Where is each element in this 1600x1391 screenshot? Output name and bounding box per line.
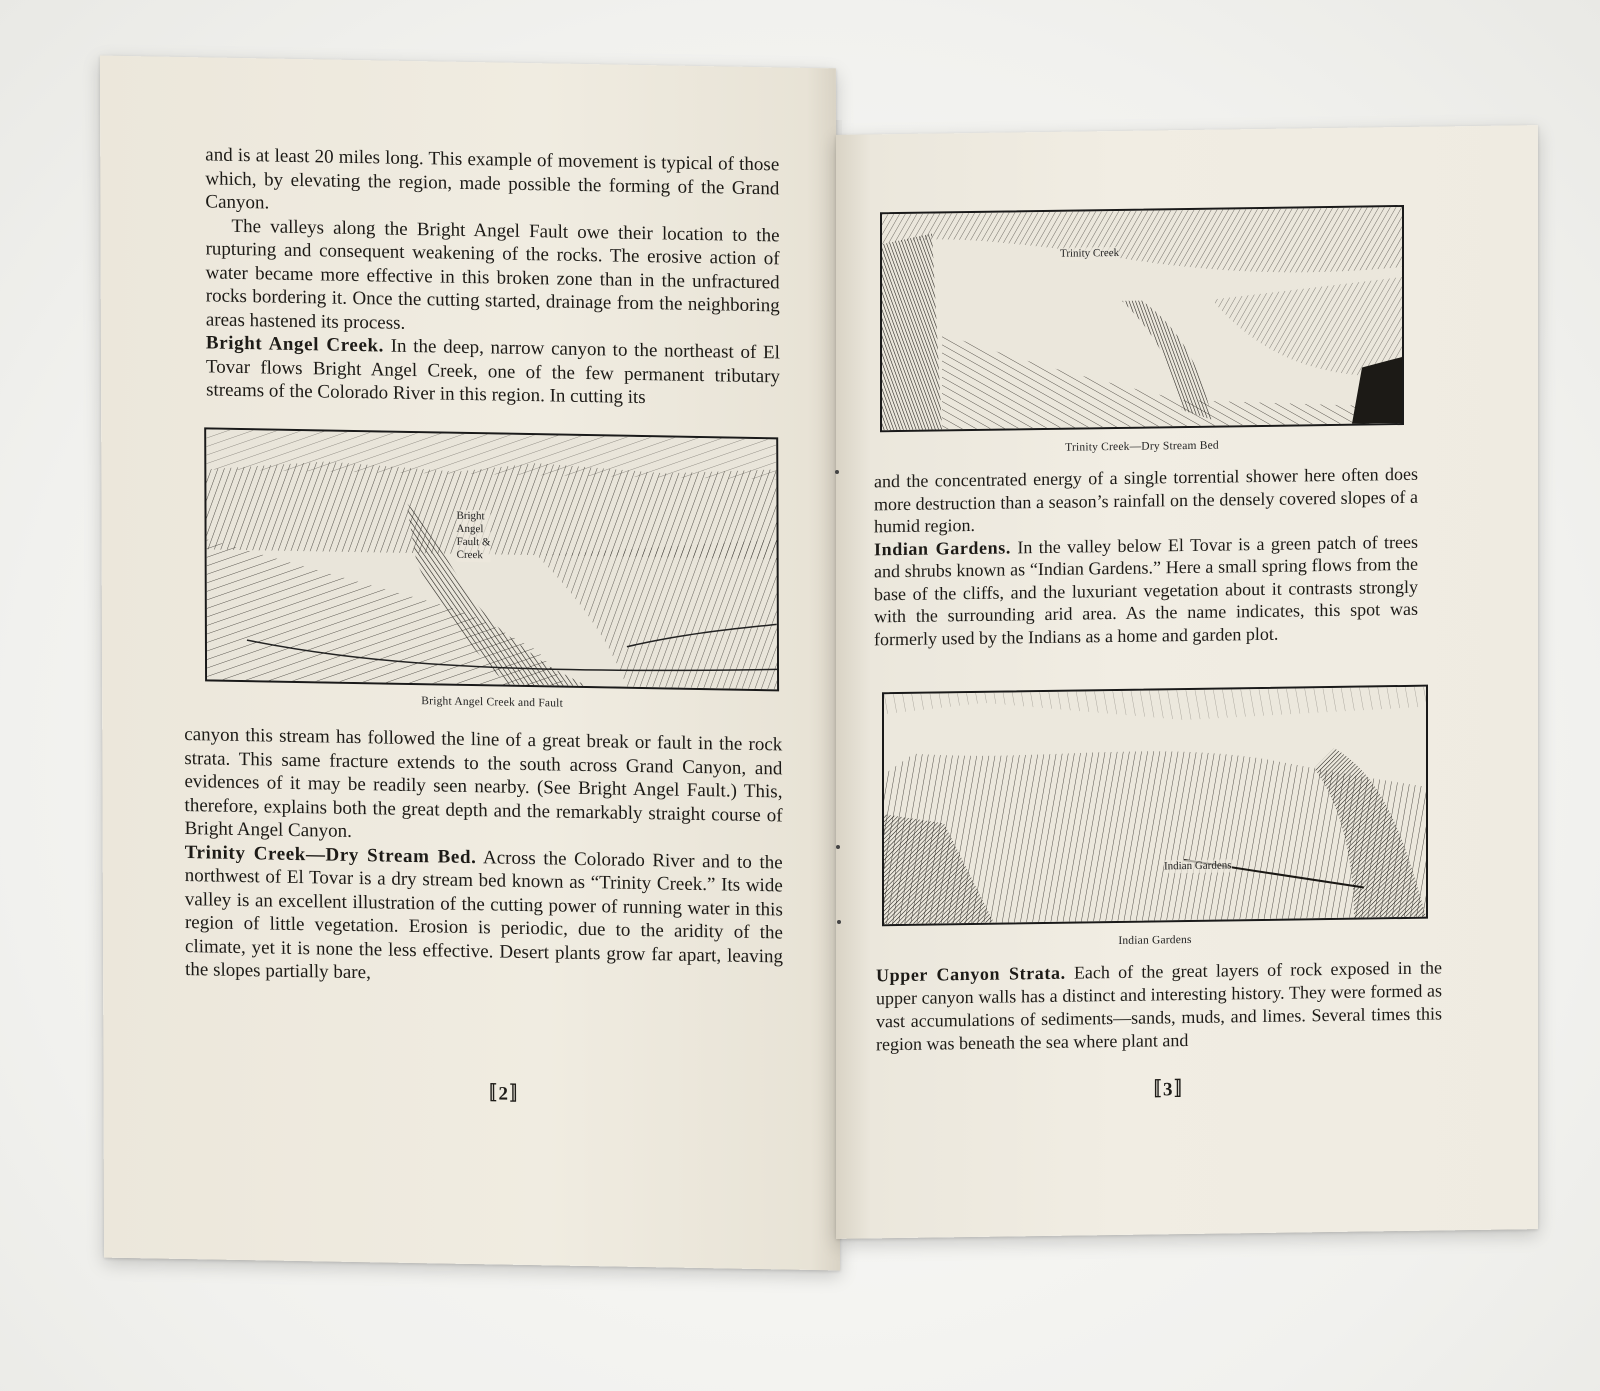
page-number: 〚3〛 bbox=[1142, 1078, 1196, 1101]
section-heading: Indian Gardens. bbox=[874, 536, 1011, 559]
figure-trinity-creek bbox=[880, 205, 1404, 432]
figure-label: Indian Gardens bbox=[1164, 859, 1232, 873]
right-page bbox=[836, 125, 1538, 1239]
binding-stitch bbox=[836, 845, 840, 849]
page-number: 〚2〛 bbox=[477, 1083, 532, 1106]
illustration-frame bbox=[880, 205, 1404, 432]
binding-stitch bbox=[837, 920, 841, 924]
section-text: In the valley below El Tovar is a green patch of trees and shrubs known as “Indian Gardens.” Here a small spring flows from the base of the cliffs, and the luxuriant vegetation about it contrasts strongly with the surrounding arid area. As the name indicates, this spot was formerly used by the Indians as a home and garden plot. bbox=[874, 531, 1419, 649]
right-middle-text bbox=[874, 463, 1418, 651]
illustration-frame bbox=[882, 685, 1428, 927]
section-heading: Trinity Creek—Dry Stream Bed. bbox=[184, 841, 477, 868]
left-page bbox=[100, 56, 840, 1271]
right-bottom-text bbox=[876, 956, 1442, 1056]
paragraph: canyon this stream has followed the line of a great break or fault in the rock strata. This same fracture extends to the south across Grand Canyon, and evidences of it may be readily seen nearby. (See Bright Angel Fault.) This, therefore, explains both the great depth and the remarkably straight course of Bright Angel Canyon. bbox=[184, 724, 783, 842]
section-heading: Upper Canyon Strata. bbox=[876, 962, 1066, 986]
figure-bright-angel bbox=[204, 427, 779, 691]
left-bottom-text bbox=[184, 723, 783, 992]
figure-label: Bright Angel Fault & Creek bbox=[456, 509, 491, 562]
section-trinity-creek bbox=[185, 841, 783, 992]
figure-label: Trinity Creek bbox=[1060, 246, 1120, 260]
paragraph: and the concentrated energy of a single torrential shower here often does more destruction than a season’s rainfall on the densely covered slopes of a humid region. bbox=[874, 463, 1418, 537]
figure-indian-gardens bbox=[882, 685, 1428, 927]
section-bright-angel-creek bbox=[206, 331, 780, 412]
section-text: Across the Colorado River and to the northwest of El Tovar is a dry stream bed known as “Trinity Creek.” Its wide valley is an excellent illustration of the cutting power of running water in this region of little vegetation. Erosion is periodic, due to the aridity of the climate, yet it is none the less effective. Desert plants grow far apart, leaving the slopes partially bare, bbox=[184, 846, 784, 984]
canyon-illustration bbox=[882, 207, 1402, 430]
canyon-illustration bbox=[884, 687, 1426, 925]
figure-caption: Trinity Creek—Dry Stream Bed bbox=[1065, 439, 1219, 454]
figure-caption: Bright Angel Creek and Fault bbox=[421, 695, 563, 710]
illustration-frame bbox=[204, 427, 779, 691]
binding-stitch bbox=[835, 470, 839, 474]
figure-caption: Indian Gardens bbox=[1118, 933, 1192, 947]
section-heading: Bright Angel Creek. bbox=[205, 332, 385, 357]
canyon-illustration bbox=[206, 429, 777, 689]
paragraph: The valleys along the Bright Angel Fault owe their location to the rupturing and consequent weakening of the rocks. The erosive action of water became more effective in this broken zone than in the unfractured rocks bordering it. Once the cutting started, drainage from the neighboring areas hastened its process. bbox=[205, 215, 780, 334]
section-upper-canyon-strata bbox=[876, 956, 1442, 1056]
left-top-text bbox=[205, 143, 780, 412]
paragraph: and is at least 20 miles long. This example of movement is typical of those which, by elevating the region, made possible the forming of the Grand Canyon. bbox=[205, 144, 780, 214]
section-text: Each of the great layers of rock exposed in the upper canyon walls has a distinct and interesting history. They were formed as vast accumulations of sediments—sands, muds, and limes. Several times this region was beneath the sea where plant and bbox=[876, 957, 1443, 1055]
section-indian-gardens bbox=[874, 530, 1418, 650]
section-text: In the deep, narrow canyon to the northeast of El Tovar flows Bright Angel Creek, one of the few permanent tributary streams of the Colorado River in this region. In cutting its bbox=[205, 335, 781, 409]
